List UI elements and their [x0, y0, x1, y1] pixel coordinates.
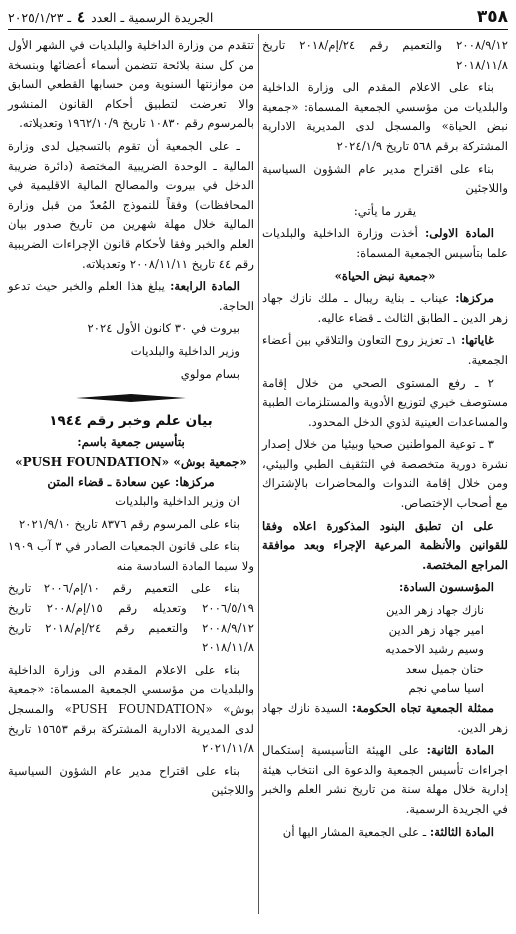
goal-3: ٣ ـ توعية المواطنين صحيا وبيئيا من خلال إصدار نشرة دورية متخصصة في التثقيف الطبي والبيئي، ومن خلال إقامة الندوات والمحاضرات بالإشتراك مع أصحاب الإختصاص. — [262, 437, 508, 511]
issue-date: ـ ٢٠٢٥/١/٢٣ — [8, 10, 72, 25]
rep-label: ممثلة الجمعية تجاه الحكومة: — [352, 701, 495, 715]
article-text: أخذت وزارة الداخلية والبلديات علما بتأسيس الجمعية المسماة: — [262, 226, 508, 260]
notice-association-name: «جمعية بوش» «PUSH FOUNDATION» — [15, 455, 247, 470]
section-separator — [8, 394, 254, 402]
article-text: ـ على الجمعية المشار اليها أن — [282, 824, 430, 839]
founder-item: وسيم رشيد الاحمديه — [385, 642, 484, 657]
gazette-title — [8, 8, 213, 26]
basis-1: بناء على المرسوم رقم ٨٣٧٦ تاريخ ٢٠٢١/٩/١٠ — [18, 516, 240, 531]
article-label: المادة الرابعة: — [170, 279, 241, 294]
founder-item: حنان جميل سعد — [405, 661, 484, 676]
article-label: المادة الاولى: — [424, 226, 494, 241]
rep-text: السيدة نازك جهاد زهر الدين. — [262, 701, 508, 735]
paragraph: ـ على الجمعية أن تقوم بالتسجيل لدى وزارة المالية ـ الوحدة الضريبية المختصة (دائرة ضريبة الدخل في بيروت والمصالح المالية الاقليمية في المحافظات) وفقاً للنموذج المُعدّ من قبل وزارة المالية خلال مهلة شهرين من تاريخ صدور بيان العلم والخبر وفقا لأحكام قانون الإجراءات الضريبية رقم ٤٤ تاريخ ٢٠٠٨/١١/١١ وتعديلاته. — [8, 138, 254, 271]
article-3 — [262, 823, 508, 843]
page-header — [8, 6, 508, 28]
conditions: على ان تطبق البنود المذكورة اعلاه وفقا للقوانين والأنظمة المرعية الإجراء وبعد موافقة المراجع المختصة. — [262, 518, 508, 572]
paragraph: ٢٠٠٨/٩/١٢ والتعميم رقم ٢٤/إم/٢٠١٨ تاريخ ٢٠١٨/١١/٨ — [262, 38, 508, 72]
notice-title: بيان علم وخبر رقم ١٩٤٤ — [49, 413, 213, 430]
goals-label: غاياتها: — [460, 333, 494, 348]
minister-title: وزير الداخلية والبلديات — [130, 343, 240, 358]
founder-item: نازك جهاد زهر الدين — [386, 603, 484, 618]
header-rule — [8, 29, 508, 30]
paragraph: بناء على الاعلام المقدم الى وزارة الداخلية والبلديات من مؤسسي الجمعية المسماة: «جمعية نبض الحياة» والمسجل لدى المديرية الادارية المشتركة برقم ٥٦٨ تاريخ ٢٠٢٤/١/٩ — [262, 80, 508, 153]
basis-2: بناء على قانون الجمعيات الصادر في ٣ آب ١٩٠٩ ولا سيما المادة السادسة منه — [8, 539, 254, 573]
article-2 — [262, 741, 508, 819]
hq-label: مركزها: — [455, 291, 494, 306]
minister-name: بسام مولوي — [180, 366, 240, 381]
column-divider — [258, 34, 259, 914]
article-label: المادة الثانية: — [426, 743, 495, 758]
separator-ornament — [76, 394, 186, 402]
goal-2: ٢ ـ رفع المستوى الصحي من خلال إقامة مستوصف خيري لتوزيع الأدوية والمستلزمات الطبية والمساعدات العينية لذوي الدخل المحدود. — [262, 375, 508, 429]
headquarters — [262, 289, 508, 328]
association-name: «جمعية نبض الحياة» — [334, 268, 436, 283]
founder-item: امير جهاد زهر الدين — [388, 622, 484, 637]
decides-line: يقرر ما يأتي: — [353, 203, 417, 218]
article-text: على الهيئة التأسيسية إستكمال اجراءات تأسيس الجمعية والدعوة الى انتخاب هيئة إدارية خلال مهلة سنة من تاريخ نشر العلم والخبر في الجريدة الرسمية. — [262, 743, 508, 816]
article-label: المادة الثالثة: — [429, 824, 494, 839]
article-4 — [8, 277, 254, 316]
paragraph: تتقدم من وزارة الداخلية والبلديات في الشهر الأول من كل سنة بلائحة تتضمن أسماء أعضائها وبنسخة من موازنتها السنوية ومن حسابها القطعي السابق والا تعرضت لتطبيق أحكام القانون المنشور بالمرسوم رقم ١٠٨٣٠ تاريخ ١٩٦٢/١٠/٩ وتعديلاته. — [8, 38, 254, 131]
representative — [262, 699, 508, 738]
founders-list — [262, 601, 508, 699]
notice-headquarters: مركزها: عين سعادة ـ قضاء المتن — [47, 475, 215, 490]
left-column — [8, 36, 254, 804]
hq-text: عيناب ـ بناية ريبال ـ ملك نازك جهاد زهر الدين ـ الطابق الثالث ـ قضاء عاليه. — [262, 291, 508, 325]
paragraph: بناء على اقتراح مدير عام الشؤون السياسية واللاجئين — [262, 161, 508, 196]
goals-text: ١ـ تعزيز روح التعاون والتلاقي بين أعضاء الجمعية. — [262, 333, 508, 367]
place-date: بيروت في ٣٠ كانون الأول ٢٠٢٤ — [87, 321, 240, 336]
goals — [262, 331, 508, 370]
founder-item: اسيا سامي نجم — [408, 681, 484, 696]
article-1 — [262, 224, 508, 263]
basis-3: بناء على التعميم رقم ١٠/إم/٢٠٠٦ تاريخ ٢٠٠٦/٥/١٩ وتعديله رقم ١٥/إم/٢٠٠٨ تاريخ ٢٠٠٨/٩/١٢ والتعميم رقم ٢٤/إم/٢٠١٨ تاريخ ٢٠١٨/١١/٨ — [8, 581, 254, 655]
article-text: يبلغ هذا العلم والخبر حيث تدعو الحاجة. — [8, 279, 254, 313]
issue-number: ٤ — [77, 8, 86, 26]
issuer-line: ان وزير الداخلية والبلديات — [115, 494, 240, 509]
basis-5: بناء على اقتراح مدير عام الشؤون السياسية واللاجئين — [8, 763, 254, 798]
notice-subtitle: بتأسيس جمعية باسم: — [77, 435, 185, 450]
basis-4: بناء على الاعلام المقدم الى وزارة الداخلية والبلديات من مؤسسي الجمعية المسماة: «جمعية بوش» «PUSH FOUNDATION» والمسجل لدى المديرية الادارية المشتركة برقم ١٥٦٥٣ تاريخ ٢٠٢١/١١/٨ — [8, 662, 254, 756]
page-number: ٣٥٨ — [476, 7, 508, 27]
right-column — [262, 36, 508, 845]
gazette-name: الجريدة الرسمية ـ العدد — [91, 10, 214, 25]
founders-label: المؤسسون السادة: — [399, 580, 494, 595]
